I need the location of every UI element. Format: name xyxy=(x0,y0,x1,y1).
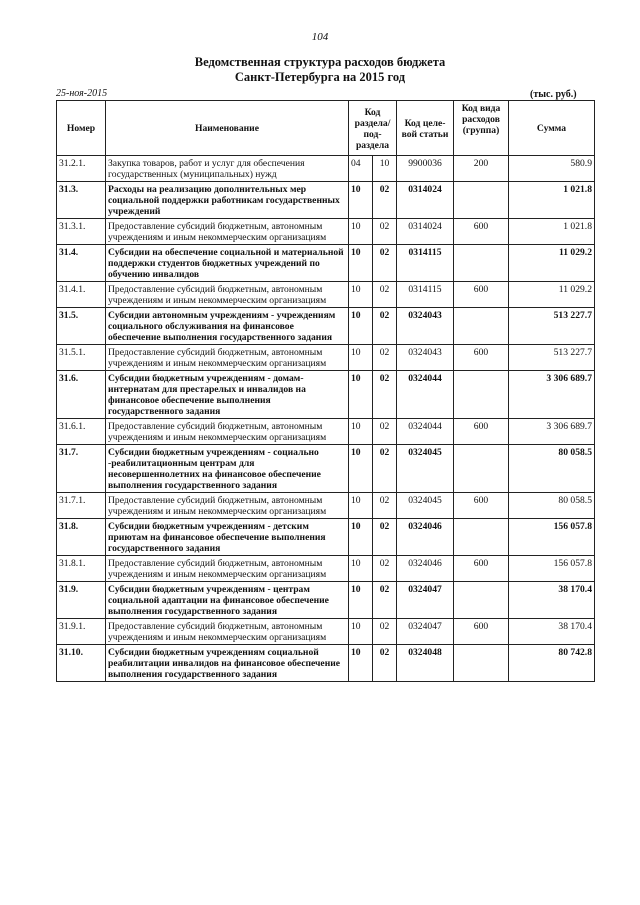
row-article: 0324045 xyxy=(397,493,454,519)
row-subsection: 02 xyxy=(373,619,397,645)
row-subsection: 02 xyxy=(373,282,397,308)
row-article: 0324044 xyxy=(397,371,454,419)
row-section: 10 xyxy=(349,245,373,282)
table-row xyxy=(57,556,595,582)
row-name: Предоставление субсидий бюджетным, автономным учреждениям и иным некоммерческим организациям xyxy=(106,219,349,245)
row-expense-type: 600 xyxy=(454,219,509,245)
row-number: 31.6. xyxy=(57,371,106,419)
row-sum: 3 306 689.7 xyxy=(509,371,595,419)
row-name: Субсидии бюджетным учреждениям - социально -реабилитационным центрам для несовершеннолетних на финансовое обеспечение выполнения государственного задания xyxy=(106,445,349,493)
row-number: 31.6.1. xyxy=(57,419,106,445)
row-name: Предоставление субсидий бюджетным, автономным учреждениям и иным некоммерческим организациям xyxy=(106,345,349,371)
row-expense-type xyxy=(454,371,509,419)
row-section: 10 xyxy=(349,282,373,308)
row-sum: 580.9 xyxy=(509,156,595,182)
row-expense-type xyxy=(454,182,509,219)
row-expense-type: 200 xyxy=(454,156,509,182)
budget-table xyxy=(56,100,595,682)
row-expense-type: 600 xyxy=(454,282,509,308)
header-sum: Сумма xyxy=(509,101,595,156)
row-subsection: 02 xyxy=(373,445,397,493)
row-expense-type: 600 xyxy=(454,419,509,445)
row-name: Закупка товаров, работ и услуг для обеспечения государственных (муниципальных) нужд xyxy=(106,156,349,182)
row-name: Предоставление субсидий бюджетным, автономным учреждениям и иным некоммерческим организациям xyxy=(106,556,349,582)
header-section: Код раздела/ под-раздела xyxy=(349,101,397,156)
row-subsection: 02 xyxy=(373,493,397,519)
row-expense-type xyxy=(454,519,509,556)
row-expense-type xyxy=(454,645,509,682)
row-expense-type xyxy=(454,245,509,282)
title-line-2: Санкт-Петербурга на 2015 год xyxy=(234,70,406,84)
row-name: Расходы на реализацию дополнительных мер социальной поддержки работникам государственных учреждений xyxy=(106,182,349,219)
row-number: 31.7. xyxy=(57,445,106,493)
row-section: 10 xyxy=(349,493,373,519)
row-article: 0324044 xyxy=(397,419,454,445)
row-sum: 1 021.8 xyxy=(509,182,595,219)
row-article: 9900036 xyxy=(397,156,454,182)
row-article: 0324043 xyxy=(397,308,454,345)
header-expense-type: Код вида расходов (группа) xyxy=(454,101,509,156)
row-section: 10 xyxy=(349,308,373,345)
table-row xyxy=(57,282,595,308)
row-section: 10 xyxy=(349,182,373,219)
row-sum: 80 742.8 xyxy=(509,645,595,682)
table-row xyxy=(57,182,595,219)
row-section: 10 xyxy=(349,556,373,582)
row-sum: 38 170.4 xyxy=(509,582,595,619)
table-row xyxy=(57,219,595,245)
row-article: 0324047 xyxy=(397,619,454,645)
row-number: 31.7.1. xyxy=(57,493,106,519)
row-article: 0314115 xyxy=(397,282,454,308)
row-expense-type xyxy=(454,582,509,619)
row-name: Субсидии бюджетным учреждениям - домам-интернатам для престарелых и инвалидов на финансовое обеспечение выполнения государственного задания xyxy=(106,371,349,419)
table-row xyxy=(57,245,595,282)
row-subsection: 02 xyxy=(373,582,397,619)
row-name: Предоставление субсидий бюджетным, автономным учреждениям и иным некоммерческим организациям xyxy=(106,282,349,308)
row-number: 31.3.1. xyxy=(57,219,106,245)
row-name: Субсидии автономным учреждениям - учреждениям социального обслуживания на финансовое обеспечение выполнения государственного задания xyxy=(106,308,349,345)
table-row xyxy=(57,419,595,445)
table-row xyxy=(57,371,595,419)
row-article: 0324046 xyxy=(397,556,454,582)
row-sum: 38 170.4 xyxy=(509,619,595,645)
row-number: 31.5. xyxy=(57,308,106,345)
row-subsection: 02 xyxy=(373,345,397,371)
row-name: Субсидии на обеспечение социальной и материальной поддержки студентов бюджетных учреждений по обучению инвалидов xyxy=(106,245,349,282)
table-row xyxy=(57,493,595,519)
row-section: 10 xyxy=(349,445,373,493)
table-row xyxy=(57,645,595,682)
row-sum: 80 058.5 xyxy=(509,445,595,493)
row-section: 10 xyxy=(349,582,373,619)
row-subsection: 02 xyxy=(373,645,397,682)
row-subsection: 02 xyxy=(373,245,397,282)
row-section: 10 xyxy=(349,645,373,682)
row-article: 0324048 xyxy=(397,645,454,682)
document-title xyxy=(0,55,640,85)
row-number: 31.4. xyxy=(57,245,106,282)
row-sum: 80 058.5 xyxy=(509,493,595,519)
row-article: 0314115 xyxy=(397,245,454,282)
row-number: 31.8. xyxy=(57,519,106,556)
table-body xyxy=(57,156,595,682)
row-section: 10 xyxy=(349,371,373,419)
row-subsection: 02 xyxy=(373,308,397,345)
row-expense-type: 600 xyxy=(454,493,509,519)
row-sum: 11 029.2 xyxy=(509,245,595,282)
header-name: Наименование xyxy=(106,101,349,156)
table-row xyxy=(57,345,595,371)
row-article: 0324046 xyxy=(397,519,454,556)
row-expense-type xyxy=(454,445,509,493)
row-name: Субсидии бюджетным учреждениям - центрам социальной адаптации на финансовое обеспечение выполнения государственного задания xyxy=(106,582,349,619)
row-number: 31.9.1. xyxy=(57,619,106,645)
row-article: 0324043 xyxy=(397,345,454,371)
row-expense-type: 600 xyxy=(454,556,509,582)
row-article: 0324045 xyxy=(397,445,454,493)
row-sum: 156 057.8 xyxy=(509,556,595,582)
table-row xyxy=(57,582,595,619)
table-row xyxy=(57,445,595,493)
units-label: (тыс. руб.) xyxy=(530,89,577,100)
row-name: Субсидии бюджетным учреждениям социальной реабилитации инвалидов на финансовое обеспечение выполнения государственного задания xyxy=(106,645,349,682)
row-number: 31.8.1. xyxy=(57,556,106,582)
row-number: 31.4.1. xyxy=(57,282,106,308)
header-article: Код целе-вой статьи xyxy=(397,101,454,156)
row-subsection: 02 xyxy=(373,219,397,245)
document-date: 25-ноя-2015 xyxy=(56,88,108,99)
row-article: 0324047 xyxy=(397,582,454,619)
page-number: 104 xyxy=(311,31,329,43)
row-section: 10 xyxy=(349,419,373,445)
table-row xyxy=(57,619,595,645)
row-section: 10 xyxy=(349,345,373,371)
row-section: 10 xyxy=(349,219,373,245)
header-number: Номер xyxy=(57,101,106,156)
row-name: Предоставление субсидий бюджетным, автономным учреждениям и иным некоммерческим организациям xyxy=(106,493,349,519)
row-subsection: 02 xyxy=(373,419,397,445)
row-section: 04 xyxy=(349,156,373,182)
row-article: 0314024 xyxy=(397,219,454,245)
row-expense-type xyxy=(454,308,509,345)
row-sum: 1 021.8 xyxy=(509,219,595,245)
row-sum: 513 227.7 xyxy=(509,345,595,371)
row-expense-type: 600 xyxy=(454,345,509,371)
table-row xyxy=(57,519,595,556)
row-sum: 11 029.2 xyxy=(509,282,595,308)
row-sum: 513 227.7 xyxy=(509,308,595,345)
row-section: 10 xyxy=(349,619,373,645)
row-subsection: 02 xyxy=(373,519,397,556)
row-article: 0314024 xyxy=(397,182,454,219)
row-name: Предоставление субсидий бюджетным, автономным учреждениям и иным некоммерческим организациям xyxy=(106,419,349,445)
row-subsection: 02 xyxy=(373,556,397,582)
table-row xyxy=(57,156,595,182)
row-sum: 156 057.8 xyxy=(509,519,595,556)
row-expense-type: 600 xyxy=(454,619,509,645)
row-subsection: 02 xyxy=(373,371,397,419)
row-number: 31.3. xyxy=(57,182,106,219)
row-name: Субсидии бюджетным учреждениям - детским приютам на финансовое обеспечение выполнения государственного задания xyxy=(106,519,349,556)
row-subsection: 02 xyxy=(373,182,397,219)
table-row xyxy=(57,308,595,345)
row-subsection: 10 xyxy=(373,156,397,182)
row-number: 31.2.1. xyxy=(57,156,106,182)
table-header-row xyxy=(57,101,595,156)
row-number: 31.5.1. xyxy=(57,345,106,371)
row-number: 31.10. xyxy=(57,645,106,682)
row-number: 31.9. xyxy=(57,582,106,619)
row-name: Предоставление субсидий бюджетным, автономным учреждениям и иным некоммерческим организациям xyxy=(106,619,349,645)
title-line-1: Ведомственная структура расходов бюджета xyxy=(194,55,446,69)
row-sum: 3 306 689.7 xyxy=(509,419,595,445)
row-section: 10 xyxy=(349,519,373,556)
